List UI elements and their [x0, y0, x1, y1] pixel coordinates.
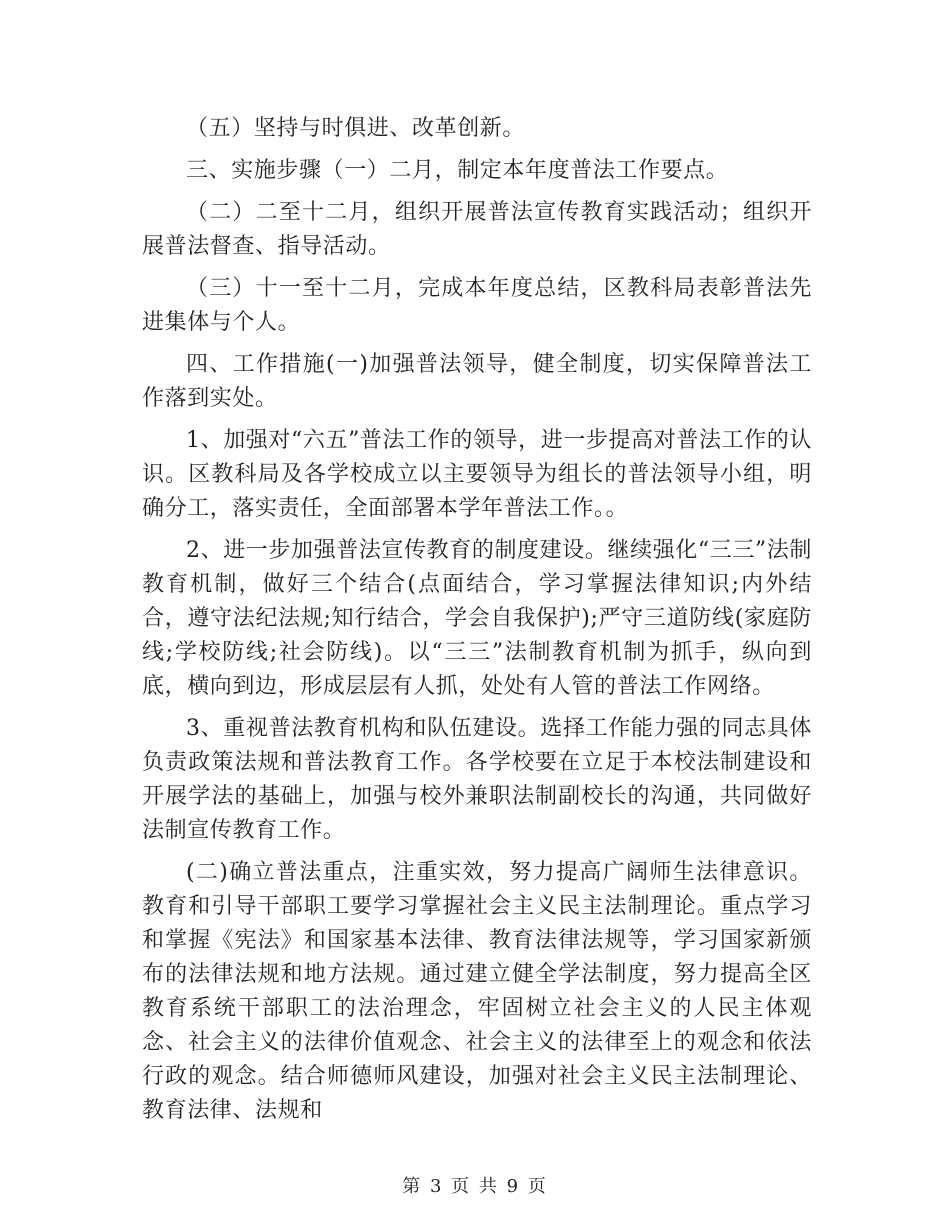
paragraph: 3、重视普法教育机构和队伍建设。选择工作能力强的同志具体负责政策法规和普法教育工作。各学校要在立足于本校法制建设和开展学法的基础上，加强与校外兼职法制副校长的沟通，共同做好法制宣传教育工作。 [142, 716, 812, 843]
paragraph: （五）坚持与时俱进、改革创新。 [186, 116, 526, 141]
paragraph: （二）二至十二月，组织开展普法宣传教育实践活动；组织开展普法督查、指导活动。 [142, 200, 812, 259]
paragraph: 1、加强对“六五”普法工作的领导，进一步提高对普法工作的认识。区教科局及各学校成立以主要领导为组长的普法领导小组，明确分工，落实责任，全面部署本学年普法工作。。 [142, 428, 812, 521]
paragraph: （三）十一至十二月，完成本年度总结，区教科局表彰普法先进集体与个人。 [142, 276, 812, 335]
paragraph: 2、进一步加强普法宣传教育的制度建设。继续强化“三三”法制教育机制，做好三个结合(点面结合，学习掌握法律知识;内外结合，遵守法纪法规;知行结合，学会自我保护);严守三道防线(家庭防线;学校防线;社会防线)。以“三三”法制教育机制为抓手，纵向到底，横向到边，形成层层有人抓，处处有人管的普法工作网络。 [142, 538, 812, 699]
page-number-footer: 第 3 页 共 9 页 [402, 1176, 548, 1197]
paragraph: 三、实施步骤（一）二月，制定本年度普法工作要点。 [186, 158, 729, 183]
document-body [142, 112, 812, 1136]
paragraph: 四、工作措施(一)加强普法领导，健全制度，切实保障普法工作落到实处。 [142, 352, 812, 411]
paragraph: (二)确立普法重点，注重实效，努力提高广阔师生法律意识。教育和引导干部职工要学习掌握社会主义民主法制理论。重点学习和掌握《宪法》和国家基本法律、教育法律法规等，学习国家新颁布的法律法规和地方法规。通过建立健全学法制度，努力提高全区教育系统干部职工的法治理念，牢固树立社会主义的人民主体观念、社会主义的法律价值观念、社会主义的法律至上的观念和依法行政的观念。结合师德师风建设，加强对社会主义民主法制理论、教育法律、法规和 [142, 860, 812, 1123]
